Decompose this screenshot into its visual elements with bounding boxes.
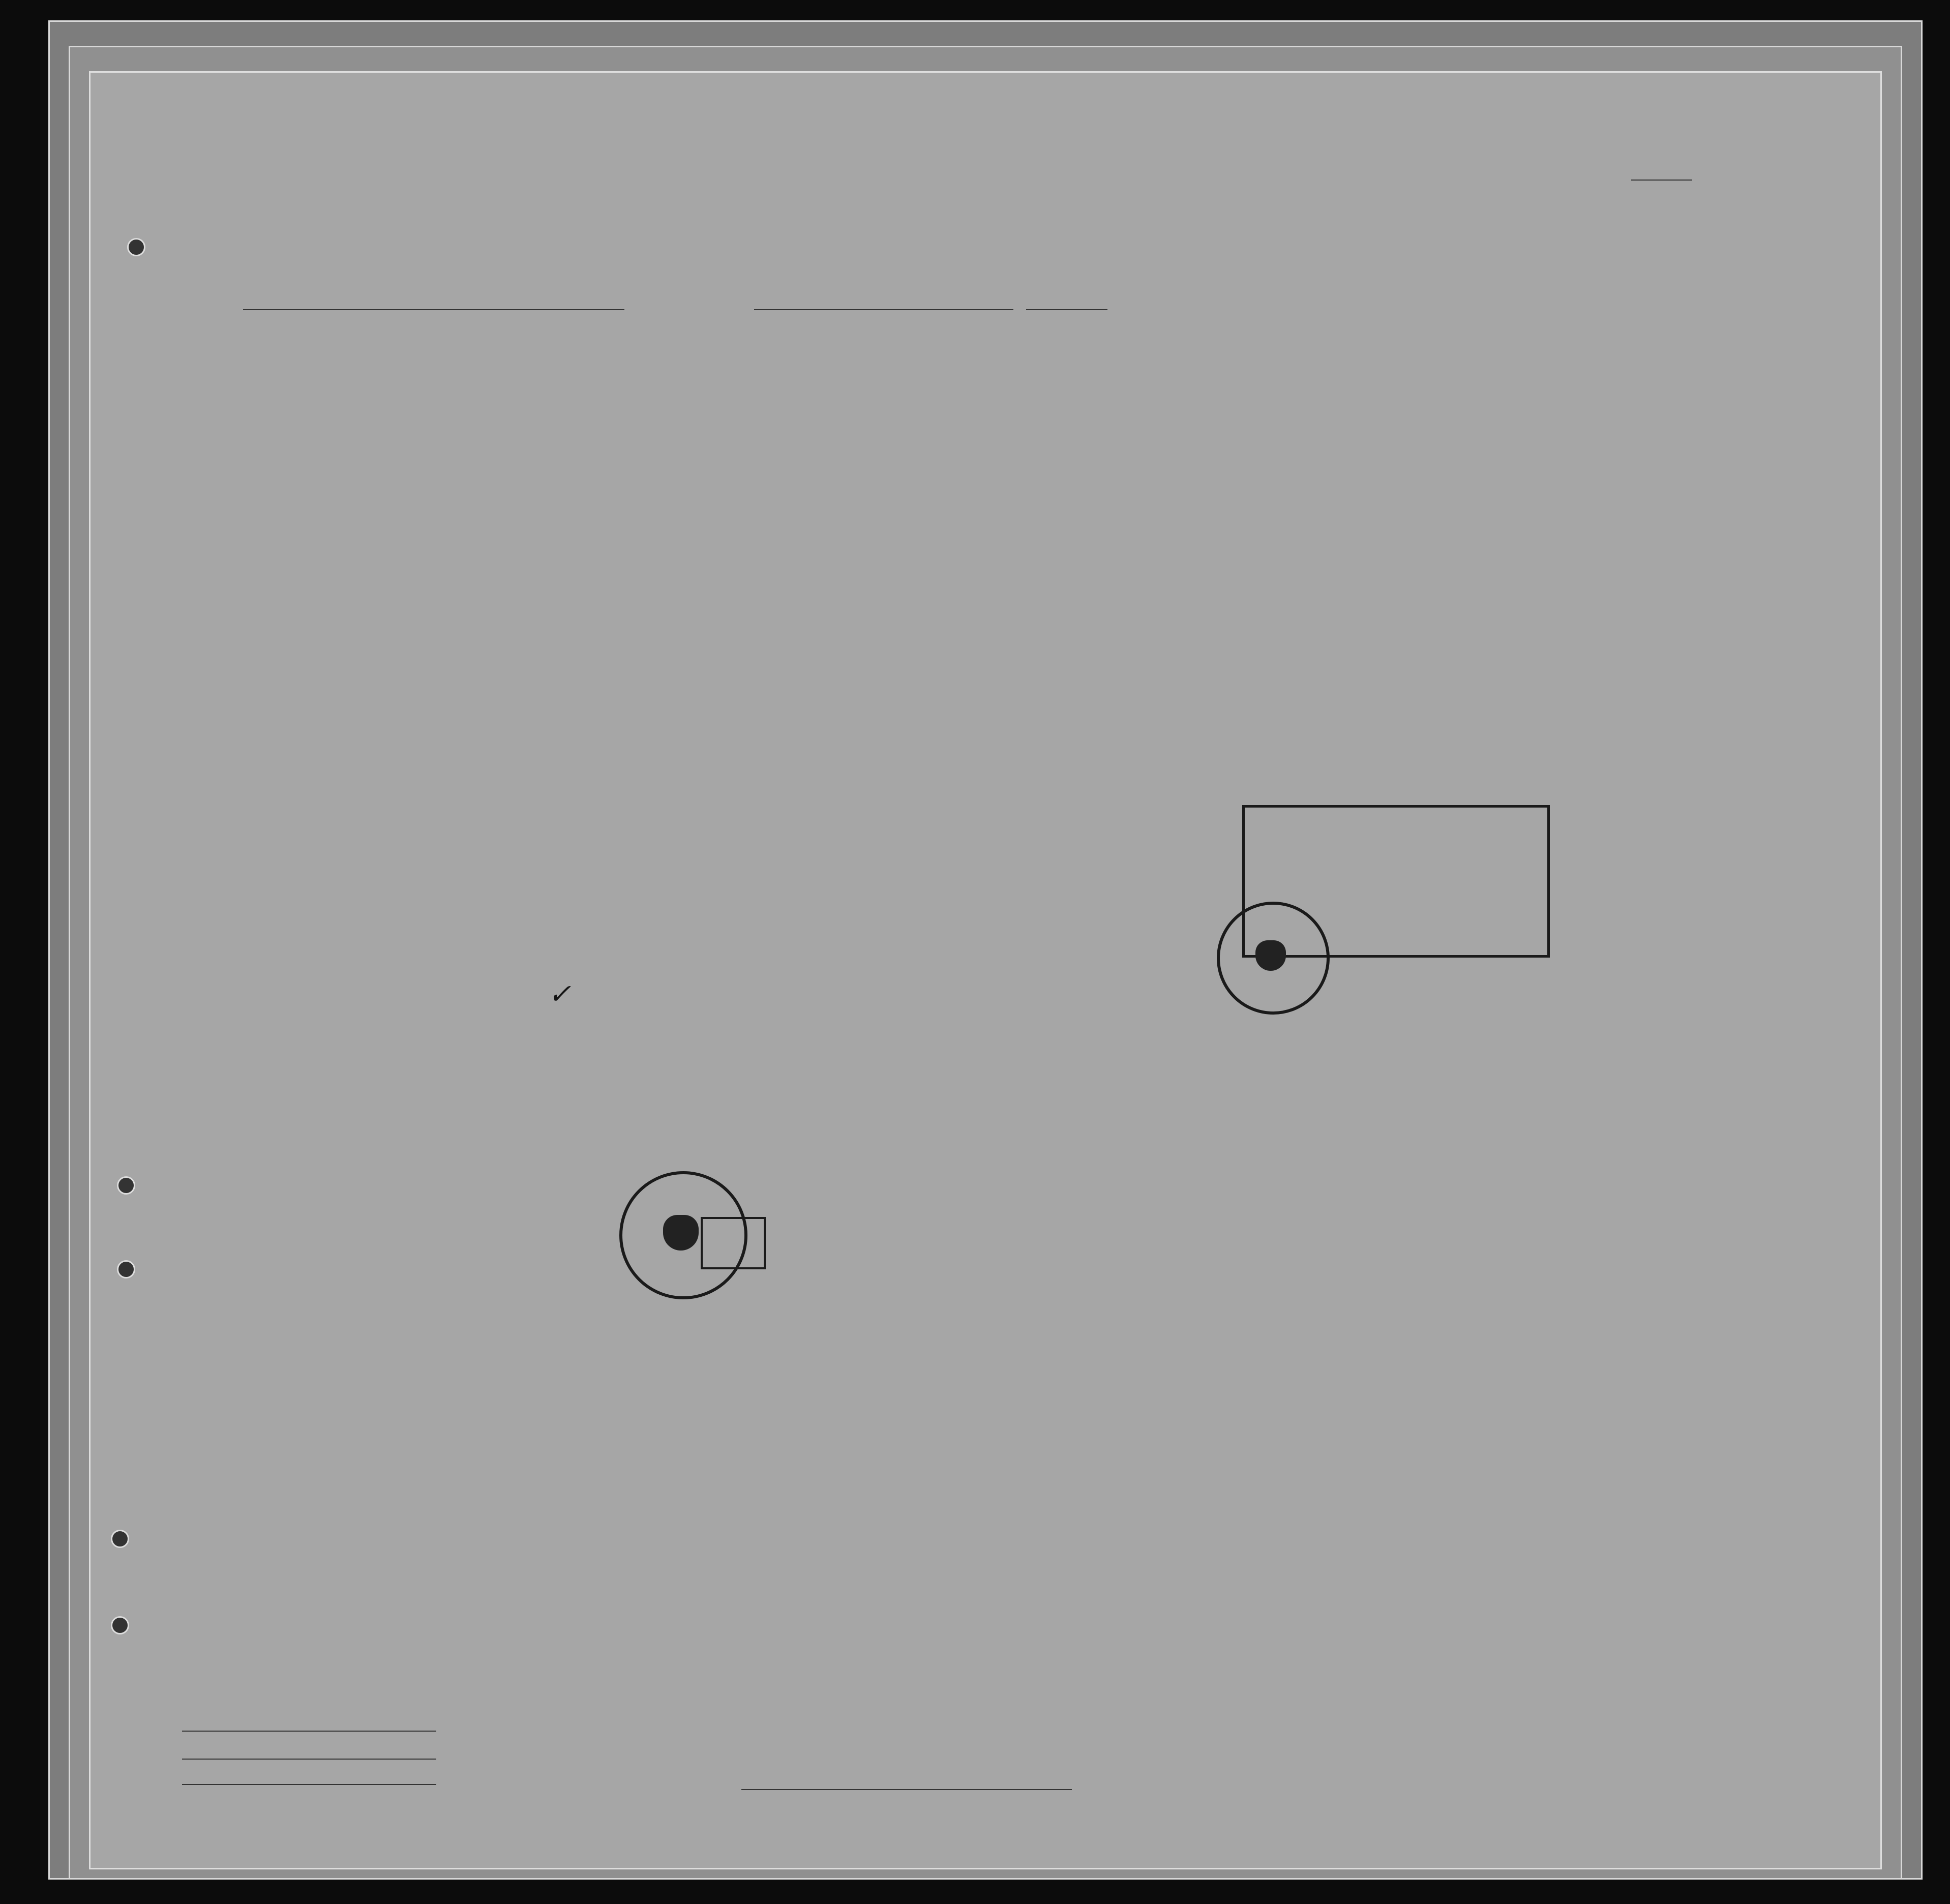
owners-value: [182, 1759, 436, 1760]
line-value: [182, 1731, 436, 1732]
handwritten-card-tick: ✓: [548, 978, 572, 1010]
agents-value: [182, 1784, 436, 1785]
manifest-sheet: [89, 71, 1882, 1869]
inspector-signature-line: [741, 1789, 1072, 1790]
eagle-icon: [663, 1215, 699, 1251]
eagle-icon: [1255, 940, 1286, 971]
port-said-fee-box: [701, 1217, 766, 1269]
footer: [91, 1720, 1880, 1863]
inspector-signature: [1143, 1095, 1601, 1197]
